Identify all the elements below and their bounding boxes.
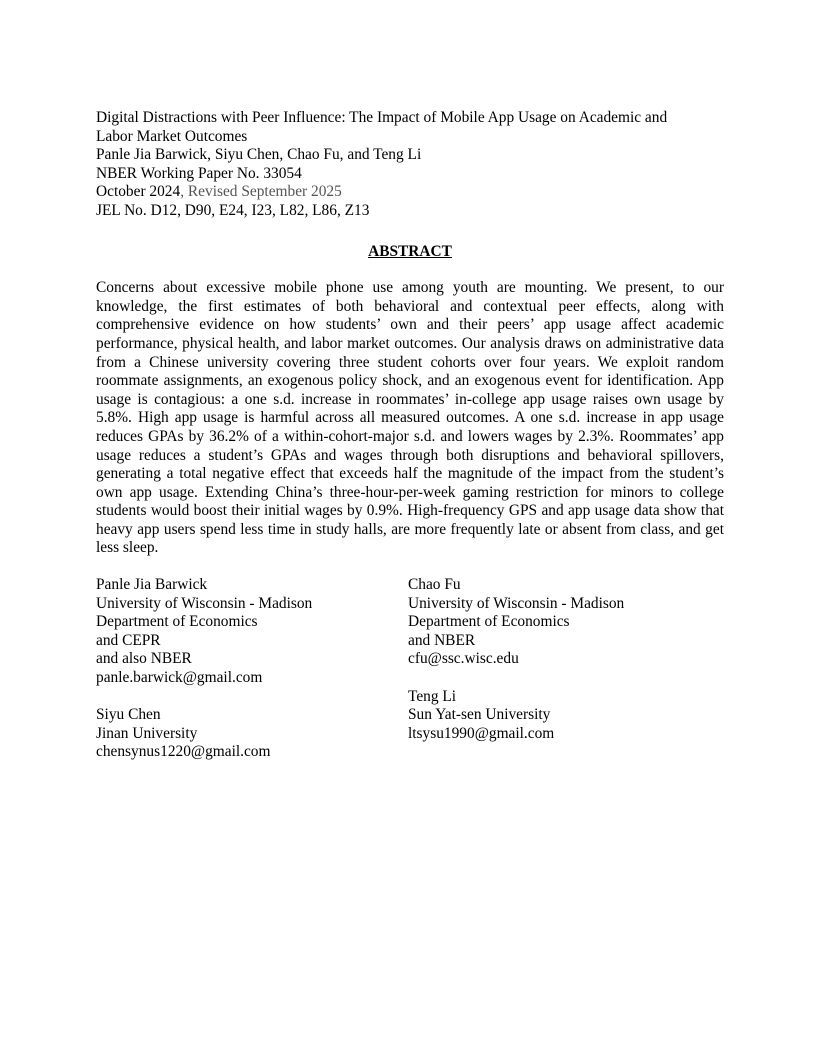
date-revised: , Revised September 2025 bbox=[180, 183, 342, 201]
author-name: Siyu Chen bbox=[96, 706, 161, 724]
paper-date bbox=[96, 183, 724, 202]
author-affiliation: Department of Economics bbox=[96, 613, 258, 631]
author-affiliation: Department of Economics bbox=[408, 613, 570, 631]
author-affiliation: and also NBER bbox=[96, 650, 192, 668]
author-affiliations bbox=[96, 576, 724, 781]
author-email: ltsysu1990@gmail.com bbox=[408, 724, 555, 742]
paper-title-line-2: Labor Market Outcomes bbox=[96, 127, 248, 145]
abstract-heading: ABSTRACT bbox=[368, 242, 452, 260]
author-affiliation: University of Wisconsin - Madison bbox=[408, 594, 625, 612]
date-original: October 2024 bbox=[96, 183, 181, 201]
author-column-right bbox=[408, 576, 724, 781]
author-affiliation: University of Wisconsin - Madison bbox=[96, 594, 313, 612]
author-block bbox=[408, 688, 724, 744]
author-affiliation: Jinan University bbox=[96, 724, 198, 742]
author-name: Teng Li bbox=[408, 687, 457, 705]
paper-metadata bbox=[96, 109, 724, 221]
author-block bbox=[96, 576, 408, 688]
working-paper-number: NBER Working Paper No. 33054 bbox=[96, 164, 302, 182]
author-name: Panle Jia Barwick bbox=[96, 576, 208, 594]
author-affiliation: and CEPR bbox=[96, 631, 161, 649]
author-name: Chao Fu bbox=[408, 576, 461, 594]
author-column-left bbox=[96, 576, 408, 781]
author-block bbox=[96, 706, 408, 762]
abstract-text: Concerns about excessive mobile phone use among youth are mounting. We present, to our knowledge, the first estimates of both behavioral and contextual peer effects, along with comprehensive evidence on how students’ own and their peers’ app usage affect academic performance, physical health, and labor market outcomes. Our analysis draws on administrative data from a Chinese university covering three student cohorts over four years. We exploit random roommate assignments, an exogenous policy shock, and an exogenous event for identification. App usage is contagious: a one s.d. increase in roommates’ in-college app usage raises own usage by 5.8%. High app usage is harmful across all measured outcomes. A one s.d. increase in app usage reduces GPAs by 36.2% of a within-cohort-major s.d. and lowers wages by 2.3%. Roommates’ app usage reduces a student’s GPAs and wages through both disruptions and behavioral spillovers, generating a total negative effect that exceeds half the magnitude of the impact from the student’s own app usage. Extending China’s three-hour-per-week gaming restriction for minors to college students would boost their initial wages by 0.9%. High-frequency GPS and app usage data show that heavy app users spend less time in study halls, are more frequently late or absent from class, and get less sleep. bbox=[96, 279, 724, 557]
paper-title-line-1: Digital Distractions with Peer Influence: The Impact of Mobile App Usage on Academic and bbox=[96, 109, 668, 126]
author-affiliation: Sun Yat-sen University bbox=[408, 706, 551, 724]
author-affiliation: and NBER bbox=[408, 631, 476, 649]
author-email: panle.barwick@gmail.com bbox=[96, 669, 263, 687]
jel-codes: JEL No. D12, D90, E24, I23, L82, L86, Z13 bbox=[96, 201, 370, 219]
authors-line: Panle Jia Barwick, Siyu Chen, Chao Fu, and Teng Li bbox=[96, 146, 422, 164]
author-block bbox=[408, 576, 724, 669]
author-email: chensynus1220@gmail.com bbox=[96, 743, 271, 761]
author-email: cfu@ssc.wisc.edu bbox=[408, 650, 519, 668]
